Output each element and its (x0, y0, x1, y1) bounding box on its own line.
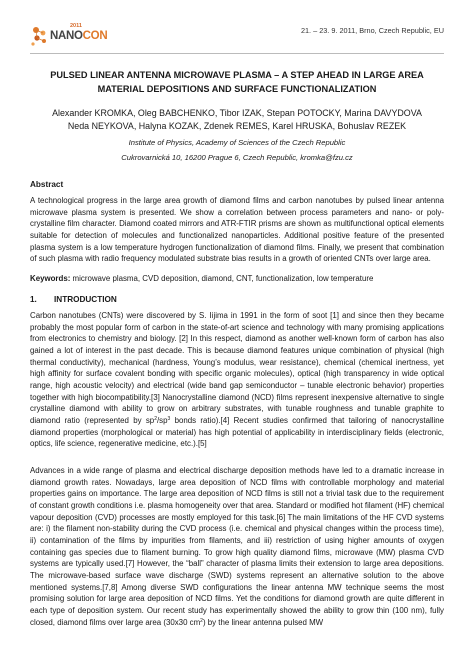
authors-line-1: Alexander KROMKA, Oleg BABCHENKO, Tibor IZAK, Stepan POTOCKY, Marina DAVYDOVA (52, 108, 422, 118)
address: Cukrovarnická 10, 16200 Prague 6, Czech Republic, kromka@fzu.cz (121, 153, 353, 162)
nanocon-logo (30, 22, 108, 50)
logo-name-accent: CON (82, 30, 108, 42)
keywords-value: microwave plasma, CVD deposition, diamond, CNT, functionalization, low temperature (72, 274, 374, 283)
section-title: INTRODUCTION (54, 295, 117, 304)
keywords-label: Keywords: (30, 274, 71, 283)
conference-info: 21. – 23. 9. 2011, Brno, Czech Republic, EU (300, 26, 444, 35)
title-line-2: MATERIAL DEPOSITIONS AND SURFACE FUNCTIONALIZATION (97, 83, 377, 94)
affiliation: Institute of Physics, Academy of Sciences of the Czech Republic (128, 138, 346, 147)
header-divider (30, 53, 444, 54)
intro-p2-sup: 2 (200, 617, 203, 624)
intro-p2-text-b: ) by the linear antenna pulsed MW (202, 617, 324, 627)
intro-p1-text-b: bonds ratio).[4] Recent studies confirmed that tailoring of nanocrystalline diamond properties (morphological or material) has high potential of applicability in interdisciplinary fields (electronic, optics, life science, regenerative medicine, etc.).[5] (30, 415, 445, 449)
section-heading-introduction (30, 295, 117, 304)
title-line-1: PULSED LINEAR ANTENNA MICROWAVE PLASMA – A STEP AHEAD IN LARGE AREA (50, 70, 424, 80)
intro-p1-text-a: Carbon nanotubes (CNTs) were discovered by S. Iijima in 1991 in the form of soot [1] and since then they became probably the most popular form of carbon in the state-of-art science and technology with many promising applications from electronics to chemistry and biology. [2] In this respect, diamond as another well-known form of carbon has also gained a lot of interest in the past decade. This is because diamond features unique combination of physical (high thermal conductivity), mechanical (hardness, Young’s modulus, wear resistance), chemical (chemical inertness, yet high affinity for surface covalent bonding with specific organic molecules), optical (high transparency in wide optical range, high acoustic velocity) and electrical (wide band gap semiconductor – tunable electronic behavior) properties together with high biocompatibility.[3] Nanocrystalline diamond (NCD) films represent inexpensive alternative to single crystalline diamond with ability to grow on arbitrary substrates, with tunable roughness and tunable graphite to diamond ratio (represented by sp (30, 311, 444, 425)
intro-paragraph-1 (30, 310, 444, 450)
keywords (30, 274, 444, 283)
logo-name-prefix: NANO (50, 30, 83, 42)
intro-p2-text-a: Advances in a wide range of plasma and electrical discharge deposition methods have led to a dramatic increase in diamond growth rates. Nowadays, large area deposition of NCD films with controllable morphology and material properties gains on importance. The large area deposition of NCD films is still not a trivial task due to the requirement of constant growth conditions i.e. plasma homogeneity over that area. Standard or modified hot filament (HF) chemical vapour deposition (CVD) processes are mostly employed for this task.[6] The main limitations of the HF CVD systems are: i) the filament non-stability during the CVD process (i.e. chemical and physical changes within the process time), ii) contamination of the films by impurities from filaments, and iii) restriction of using higher amounts of oxygen containing gas species due to filament burning. To grow high quality diamond films, microwave (MW) plasma CVD systems are typically used.[7] However, the “ball” character of plasma limits their extension to large area depositions. The microwave-based surface wave discharge (SWD) systems represent an alternative solution to the above mentioned systems.[7,8] Among diverse SWD configurations the linear antenna MW technique seems the most promising solution for large area deposition of NCD films. Yet the conditions for diamond growth are quite different in each type of deposition system. Our recent study has experimentally showed the ability to grow thin (100 nm), fully closed, diamond films over large area (30x30 cm (30, 466, 444, 627)
abstract-text: A technological progress in the large area growth of diamond films and carbon nanotubes by pulsed linear antenna microwave plasma system is presented. We show a correlation between process parameters and nano- or poly-crystalline film character. Diamond coated mirrors and ATR-FTIR prisms are shown as multifunctional optical elements suitable for detection of molecules and functionalized nanoparticles. Additional positive feature of the presented plasma system is a low temperature hydrogen functionalization of diamond films. Finally, we present that combination of such plasma with radio frequency modulated substrate bias results in a growth of oriented CNTs over large area. (30, 196, 444, 264)
section-number: 1. (30, 295, 37, 304)
intro-p1-sup-1: 2 (154, 415, 157, 422)
logo-mark-icon (30, 24, 50, 48)
logo-name (50, 30, 107, 42)
author-list (30, 107, 444, 132)
logo-year: 2011 (70, 23, 82, 29)
page-header (30, 22, 444, 50)
abstract-heading: Abstract (30, 180, 64, 189)
intro-paragraph-2 (30, 465, 444, 628)
authors-line-2: Neda NEYKOVA, Halyna KOZAK, Zdenek REMES, Karel HRUSKA, Bohuslav REZEK (67, 120, 407, 131)
paper-title (30, 69, 444, 96)
intro-p1-text-mid: /sp (156, 415, 168, 425)
intro-p1-sup-2: 3 (167, 415, 171, 422)
